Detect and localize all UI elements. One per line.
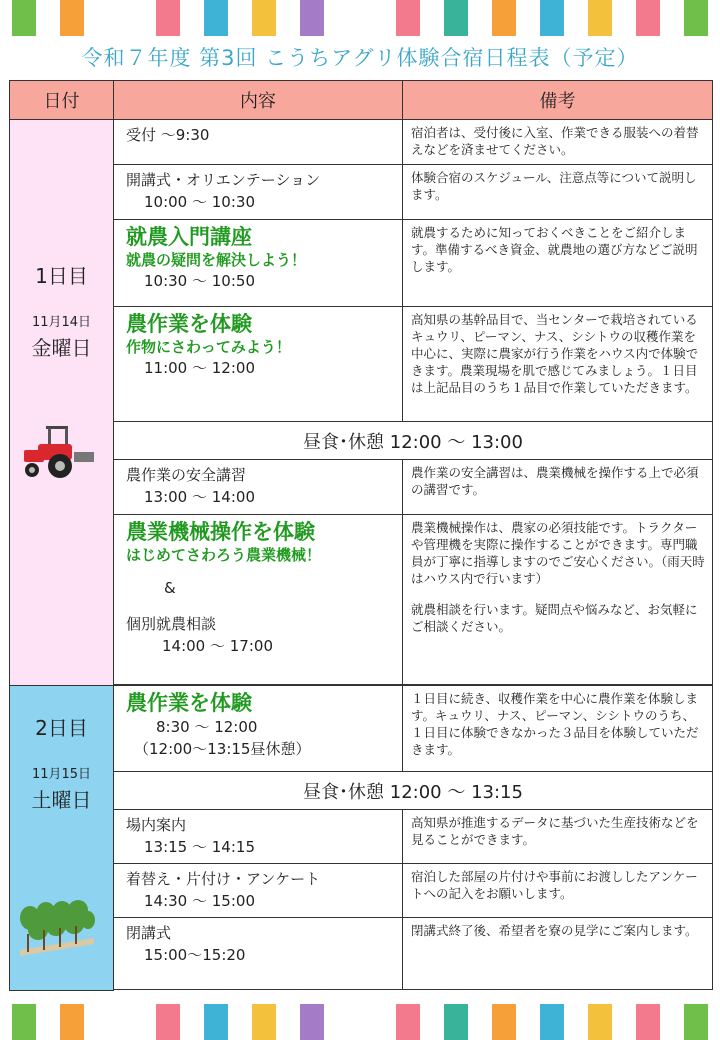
table-row bbox=[10, 686, 713, 772]
item-time: 10:30 ～ 10:50 bbox=[144, 272, 255, 290]
item-time: 11:00 ～ 12:00 bbox=[144, 359, 255, 377]
highlight-title: 農業機械操作を体験 bbox=[126, 520, 315, 544]
highlight-title: 農作業を体験 bbox=[126, 312, 252, 336]
table-row bbox=[10, 810, 713, 864]
stripe bbox=[432, 1004, 480, 1040]
item-label: 場内案内 bbox=[126, 816, 187, 834]
item-label: 個別就農相談 bbox=[126, 615, 217, 633]
stripe bbox=[432, 0, 480, 36]
content-cell bbox=[114, 918, 403, 990]
item-time: 15:00～15:20 bbox=[144, 946, 246, 964]
table-header-row bbox=[10, 81, 713, 120]
stripe bbox=[336, 1004, 384, 1040]
table-row bbox=[10, 918, 713, 990]
note-cell: 高知県の基幹品目で、当センターで栽培されているキュウリ、ピーマン、ナス、シシトウの収穫作業を中心に、実際に農家が行う作業をハウス内で体験できます。農業現場を肌で感じてみましょう。１日目は上記品目のうち１品目で作業していただきます。 bbox=[403, 307, 713, 422]
note-cell: １日目に続き、収穫作業を中心に農作業を体験します。キュウリ、ナス、ピーマン、シシトウのうち、１日目に体験できなかった３品目を体験していただきます。 bbox=[403, 686, 713, 772]
stripe bbox=[192, 1004, 240, 1040]
header-content: 内容 bbox=[114, 81, 403, 120]
stripe bbox=[0, 1004, 48, 1040]
table-row bbox=[10, 120, 713, 165]
stripe bbox=[144, 0, 192, 36]
content-cell bbox=[114, 686, 403, 772]
stripe bbox=[0, 0, 48, 36]
note-cell: 宿泊した部屋の片付けや事前にお渡ししたアンケートへの記入をお願いします。 bbox=[403, 864, 713, 918]
highlight-title: 農作業を体験 bbox=[126, 691, 252, 715]
stripe bbox=[240, 0, 288, 36]
item-time: 13:15 ～ 14:15 bbox=[144, 838, 255, 856]
page-title: 令和７年度 第3回 こうちアグリ体験合宿日程表（予定） bbox=[81, 46, 639, 70]
ampersand: & bbox=[164, 579, 176, 597]
orchard-illustration bbox=[18, 900, 96, 958]
stripe bbox=[480, 1004, 528, 1040]
note-cell: 宿泊者は、受付後に入室、作業できる服装への着替えなどを済ませてください。 bbox=[403, 120, 713, 165]
table-row bbox=[10, 307, 713, 422]
stripe bbox=[384, 1004, 432, 1040]
day2-date: 11月15日 bbox=[31, 767, 92, 782]
top-stripe-border bbox=[0, 0, 720, 36]
stripe bbox=[288, 0, 336, 36]
schedule-table bbox=[9, 80, 713, 991]
stripe bbox=[96, 1004, 144, 1040]
stripe bbox=[528, 0, 576, 36]
item-label: 受付 ～9:30 bbox=[126, 126, 210, 144]
stripe bbox=[576, 0, 624, 36]
item-label: 閉講式 bbox=[126, 924, 172, 942]
lunch-row bbox=[10, 422, 713, 460]
content-cell bbox=[114, 307, 403, 422]
stripe bbox=[48, 0, 96, 36]
stripe bbox=[480, 0, 528, 36]
stripe bbox=[624, 0, 672, 36]
item-time: 13:00 ～ 14:00 bbox=[144, 488, 255, 506]
stripe bbox=[288, 1004, 336, 1040]
stripe bbox=[672, 1004, 720, 1040]
item-time: 14:00 ～ 17:00 bbox=[162, 637, 273, 655]
item-time: 10:00 ～ 10:30 bbox=[144, 193, 255, 211]
highlight-subtitle: 就農の疑問を解決しよう！ bbox=[126, 251, 307, 269]
lunch-label: 昼食･休憩 12:00 ～ 13:00 bbox=[114, 422, 713, 460]
content-cell bbox=[114, 460, 403, 515]
day2-label: 2日目 bbox=[35, 716, 88, 740]
day1-label: 1日目 bbox=[35, 264, 88, 288]
note-cell: 閉講式終了後、希望者を寮の見学にご案内します。 bbox=[403, 918, 713, 990]
stripe bbox=[144, 1004, 192, 1040]
table-row bbox=[10, 460, 713, 515]
note-cell: 体験合宿のスケジュール、注意点等について説明します。 bbox=[403, 165, 713, 220]
content-cell bbox=[114, 810, 403, 864]
day1-cell bbox=[10, 120, 114, 686]
table-row bbox=[10, 864, 713, 918]
table-row bbox=[10, 220, 713, 307]
header-notes: 備考 bbox=[403, 81, 713, 120]
item-label: 着替え・片付け・アンケート bbox=[126, 870, 321, 888]
content-cell bbox=[114, 220, 403, 307]
stripe bbox=[336, 0, 384, 36]
header-date: 日付 bbox=[10, 81, 114, 120]
highlight-subtitle: 作物にさわってみよう！ bbox=[126, 338, 291, 356]
item-time-note: （12:00～13:15昼休憩） bbox=[134, 740, 311, 758]
highlight-subtitle: はじめてさわろう農業機械！ bbox=[126, 546, 322, 564]
content-cell bbox=[114, 515, 403, 685]
item-label: 開講式・オリエンテーション bbox=[126, 171, 321, 189]
stripe bbox=[576, 1004, 624, 1040]
tractor-illustration bbox=[16, 422, 98, 482]
bottom-stripe-border bbox=[0, 1004, 720, 1040]
content-cell bbox=[114, 120, 403, 165]
note-text: 就農相談を行います。疑問点や悩みなど、お気軽にご相談ください。 bbox=[411, 602, 698, 634]
note-cell: 高知県が推進するデータに基づいた生産技術などを見ることができます。 bbox=[403, 810, 713, 864]
lunch-row bbox=[10, 772, 713, 810]
stripe bbox=[672, 0, 720, 36]
lunch-label: 昼食･休憩 12:00 ～ 13:15 bbox=[114, 772, 713, 810]
stripe bbox=[96, 0, 144, 36]
stripe bbox=[240, 1004, 288, 1040]
day1-weekday: 金曜日 bbox=[31, 336, 92, 360]
item-time: 14:30 ～ 15:00 bbox=[144, 892, 255, 910]
stripe bbox=[624, 1004, 672, 1040]
note-cell bbox=[403, 515, 713, 685]
note-cell: 就農するために知っておくべきことをご紹介します。準備するべき資金、就農地の選び方などご説明します。 bbox=[403, 220, 713, 307]
content-cell bbox=[114, 165, 403, 220]
day1-date: 11月14日 bbox=[31, 315, 92, 330]
content-cell bbox=[114, 864, 403, 918]
table-row bbox=[10, 515, 713, 685]
note-text: 農業機械操作は、農家の必須技能です。トラクターや管理機を実際に操作することができます。専門職員が丁寧に指導しますのでご安心ください。（雨天時はハウス内で行います） bbox=[411, 520, 705, 586]
stripe bbox=[384, 0, 432, 36]
day2-weekday: 土曜日 bbox=[31, 788, 92, 812]
note-cell: 農作業の安全講習は、農業機械を操作する上で必須の講習です。 bbox=[403, 460, 713, 515]
item-time: 8:30 ～ 12:00 bbox=[156, 718, 258, 736]
item-label: 農作業の安全講習 bbox=[126, 466, 247, 484]
table-row bbox=[10, 165, 713, 220]
stripe bbox=[528, 1004, 576, 1040]
highlight-title: 就農入門講座 bbox=[126, 225, 252, 249]
stripe bbox=[48, 1004, 96, 1040]
stripe bbox=[192, 0, 240, 36]
spacer-row bbox=[10, 990, 713, 991]
